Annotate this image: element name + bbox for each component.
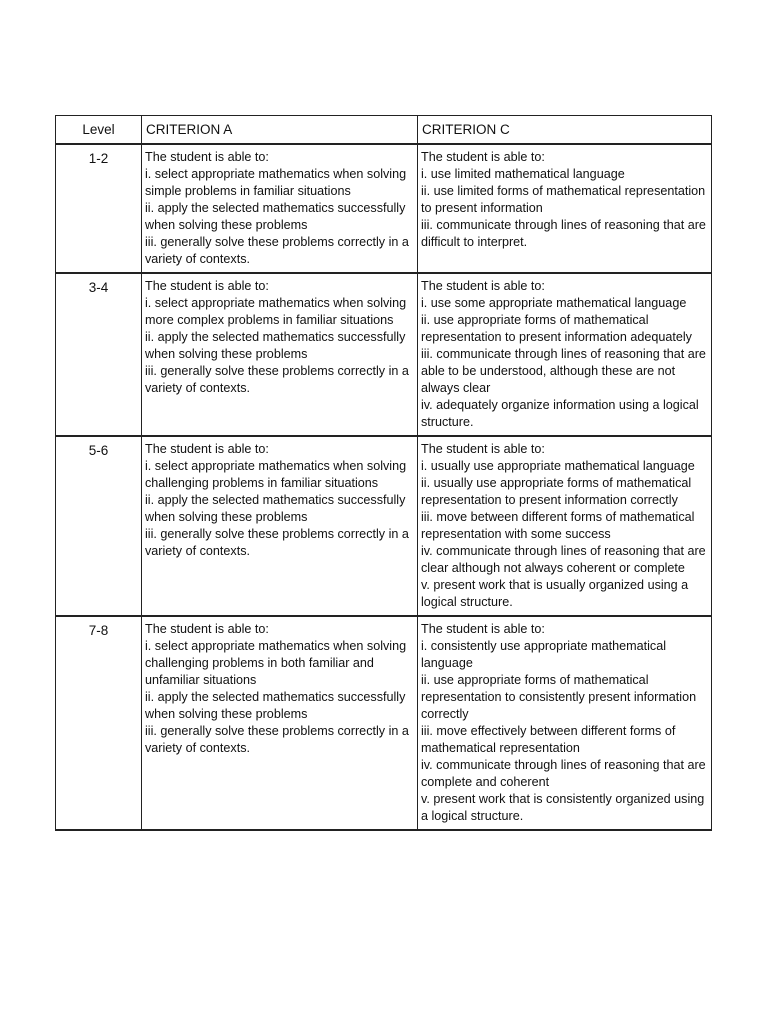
descriptor-item: iv. adequately organize information using a logical structure.: [421, 398, 699, 429]
descriptor-intro: The student is able to:: [421, 150, 545, 164]
level-header: Level: [56, 116, 142, 145]
rubric-table: [55, 115, 712, 831]
descriptor-item: iii. generally solve these problems correctly in a variety of contexts.: [145, 235, 409, 266]
criterion-a-cell: [142, 436, 418, 616]
descriptor-item: ii. use appropriate forms of mathematical representation to consistently present information correctly: [421, 673, 697, 721]
descriptor-item: ii. usually use appropriate forms of mathematical representation to present information correctly: [421, 476, 692, 507]
level-cell: 3-4: [56, 273, 142, 436]
table-row: [56, 436, 712, 616]
criterion-a-header: CRITERION A: [142, 116, 418, 145]
descriptor-intro: The student is able to:: [145, 279, 269, 293]
level-cell: 1-2: [56, 144, 142, 273]
descriptor-item: ii. apply the selected mathematics successfully when solving these problems: [145, 201, 406, 232]
descriptor-item: iii. generally solve these problems correctly in a variety of contexts.: [145, 364, 409, 395]
descriptor-item: i. select appropriate mathematics when solving simple problems in familiar situations: [145, 167, 407, 198]
descriptor-intro: The student is able to:: [421, 442, 545, 456]
descriptor-item: iii. communicate through lines of reasoning that are able to be understood, although these are not always clear: [421, 347, 706, 395]
table-row: [56, 273, 712, 436]
descriptor-item: ii. apply the selected mathematics successfully when solving these problems: [145, 330, 406, 361]
descriptor-item: i. select appropriate mathematics when solving more complex problems in familiar situations: [145, 296, 407, 327]
rubric-body: [56, 144, 712, 830]
descriptor-item: ii. apply the selected mathematics successfully when solving these problems: [145, 493, 406, 524]
criterion-a-cell: [142, 144, 418, 273]
criterion-a-cell: [142, 273, 418, 436]
criterion-c-header: CRITERION C: [418, 116, 712, 145]
header-row: [56, 116, 712, 145]
descriptor-intro: The student is able to:: [145, 150, 269, 164]
descriptor-item: i. select appropriate mathematics when solving challenging problems in familiar situations: [145, 459, 407, 490]
criterion-c-cell: [418, 616, 712, 830]
table-row: [56, 144, 712, 273]
descriptor-item: i. consistently use appropriate mathematical language: [421, 639, 667, 670]
level-cell: 5-6: [56, 436, 142, 616]
descriptor-item: iii. move effectively between different forms of mathematical representation: [421, 724, 676, 755]
descriptor-item: i. use some appropriate mathematical language: [421, 296, 687, 310]
descriptor-intro: The student is able to:: [421, 279, 545, 293]
descriptor-item: iv. communicate through lines of reasoning that are clear although not always coherent or complete: [421, 544, 706, 575]
descriptor-item: ii. use appropriate forms of mathematical representation to present information adequately: [421, 313, 692, 344]
descriptor-item: i. use limited mathematical language: [421, 167, 625, 181]
descriptor-item: iii. generally solve these problems correctly in a variety of contexts.: [145, 724, 409, 755]
descriptor-item: ii. apply the selected mathematics successfully when solving these problems: [145, 690, 406, 721]
descriptor-intro: The student is able to:: [145, 442, 269, 456]
descriptor-item: iii. generally solve these problems correctly in a variety of contexts.: [145, 527, 409, 558]
descriptor-item: iii. communicate through lines of reasoning that are difficult to interpret.: [421, 218, 706, 249]
criterion-c-cell: [418, 273, 712, 436]
descriptor-item: ii. use limited forms of mathematical representation to present information: [421, 184, 706, 215]
criterion-a-cell: [142, 616, 418, 830]
descriptor-item: iii. move between different forms of mathematical representation with some success: [421, 510, 695, 541]
descriptor-item: i. usually use appropriate mathematical language: [421, 459, 695, 473]
descriptor-item: v. present work that is consistently organized using a logical structure.: [421, 792, 705, 823]
level-cell: 7-8: [56, 616, 142, 830]
table-row: [56, 616, 712, 830]
descriptor-item: v. present work that is usually organized using a logical structure.: [421, 578, 689, 609]
descriptor-intro: The student is able to:: [421, 622, 545, 636]
descriptor-item: iv. communicate through lines of reasoning that are complete and coherent: [421, 758, 706, 789]
descriptor-intro: The student is able to:: [145, 622, 269, 636]
criterion-c-cell: [418, 144, 712, 273]
descriptor-item: i. select appropriate mathematics when solving challenging problems in both familiar and unfamiliar situations: [145, 639, 407, 687]
criterion-c-cell: [418, 436, 712, 616]
